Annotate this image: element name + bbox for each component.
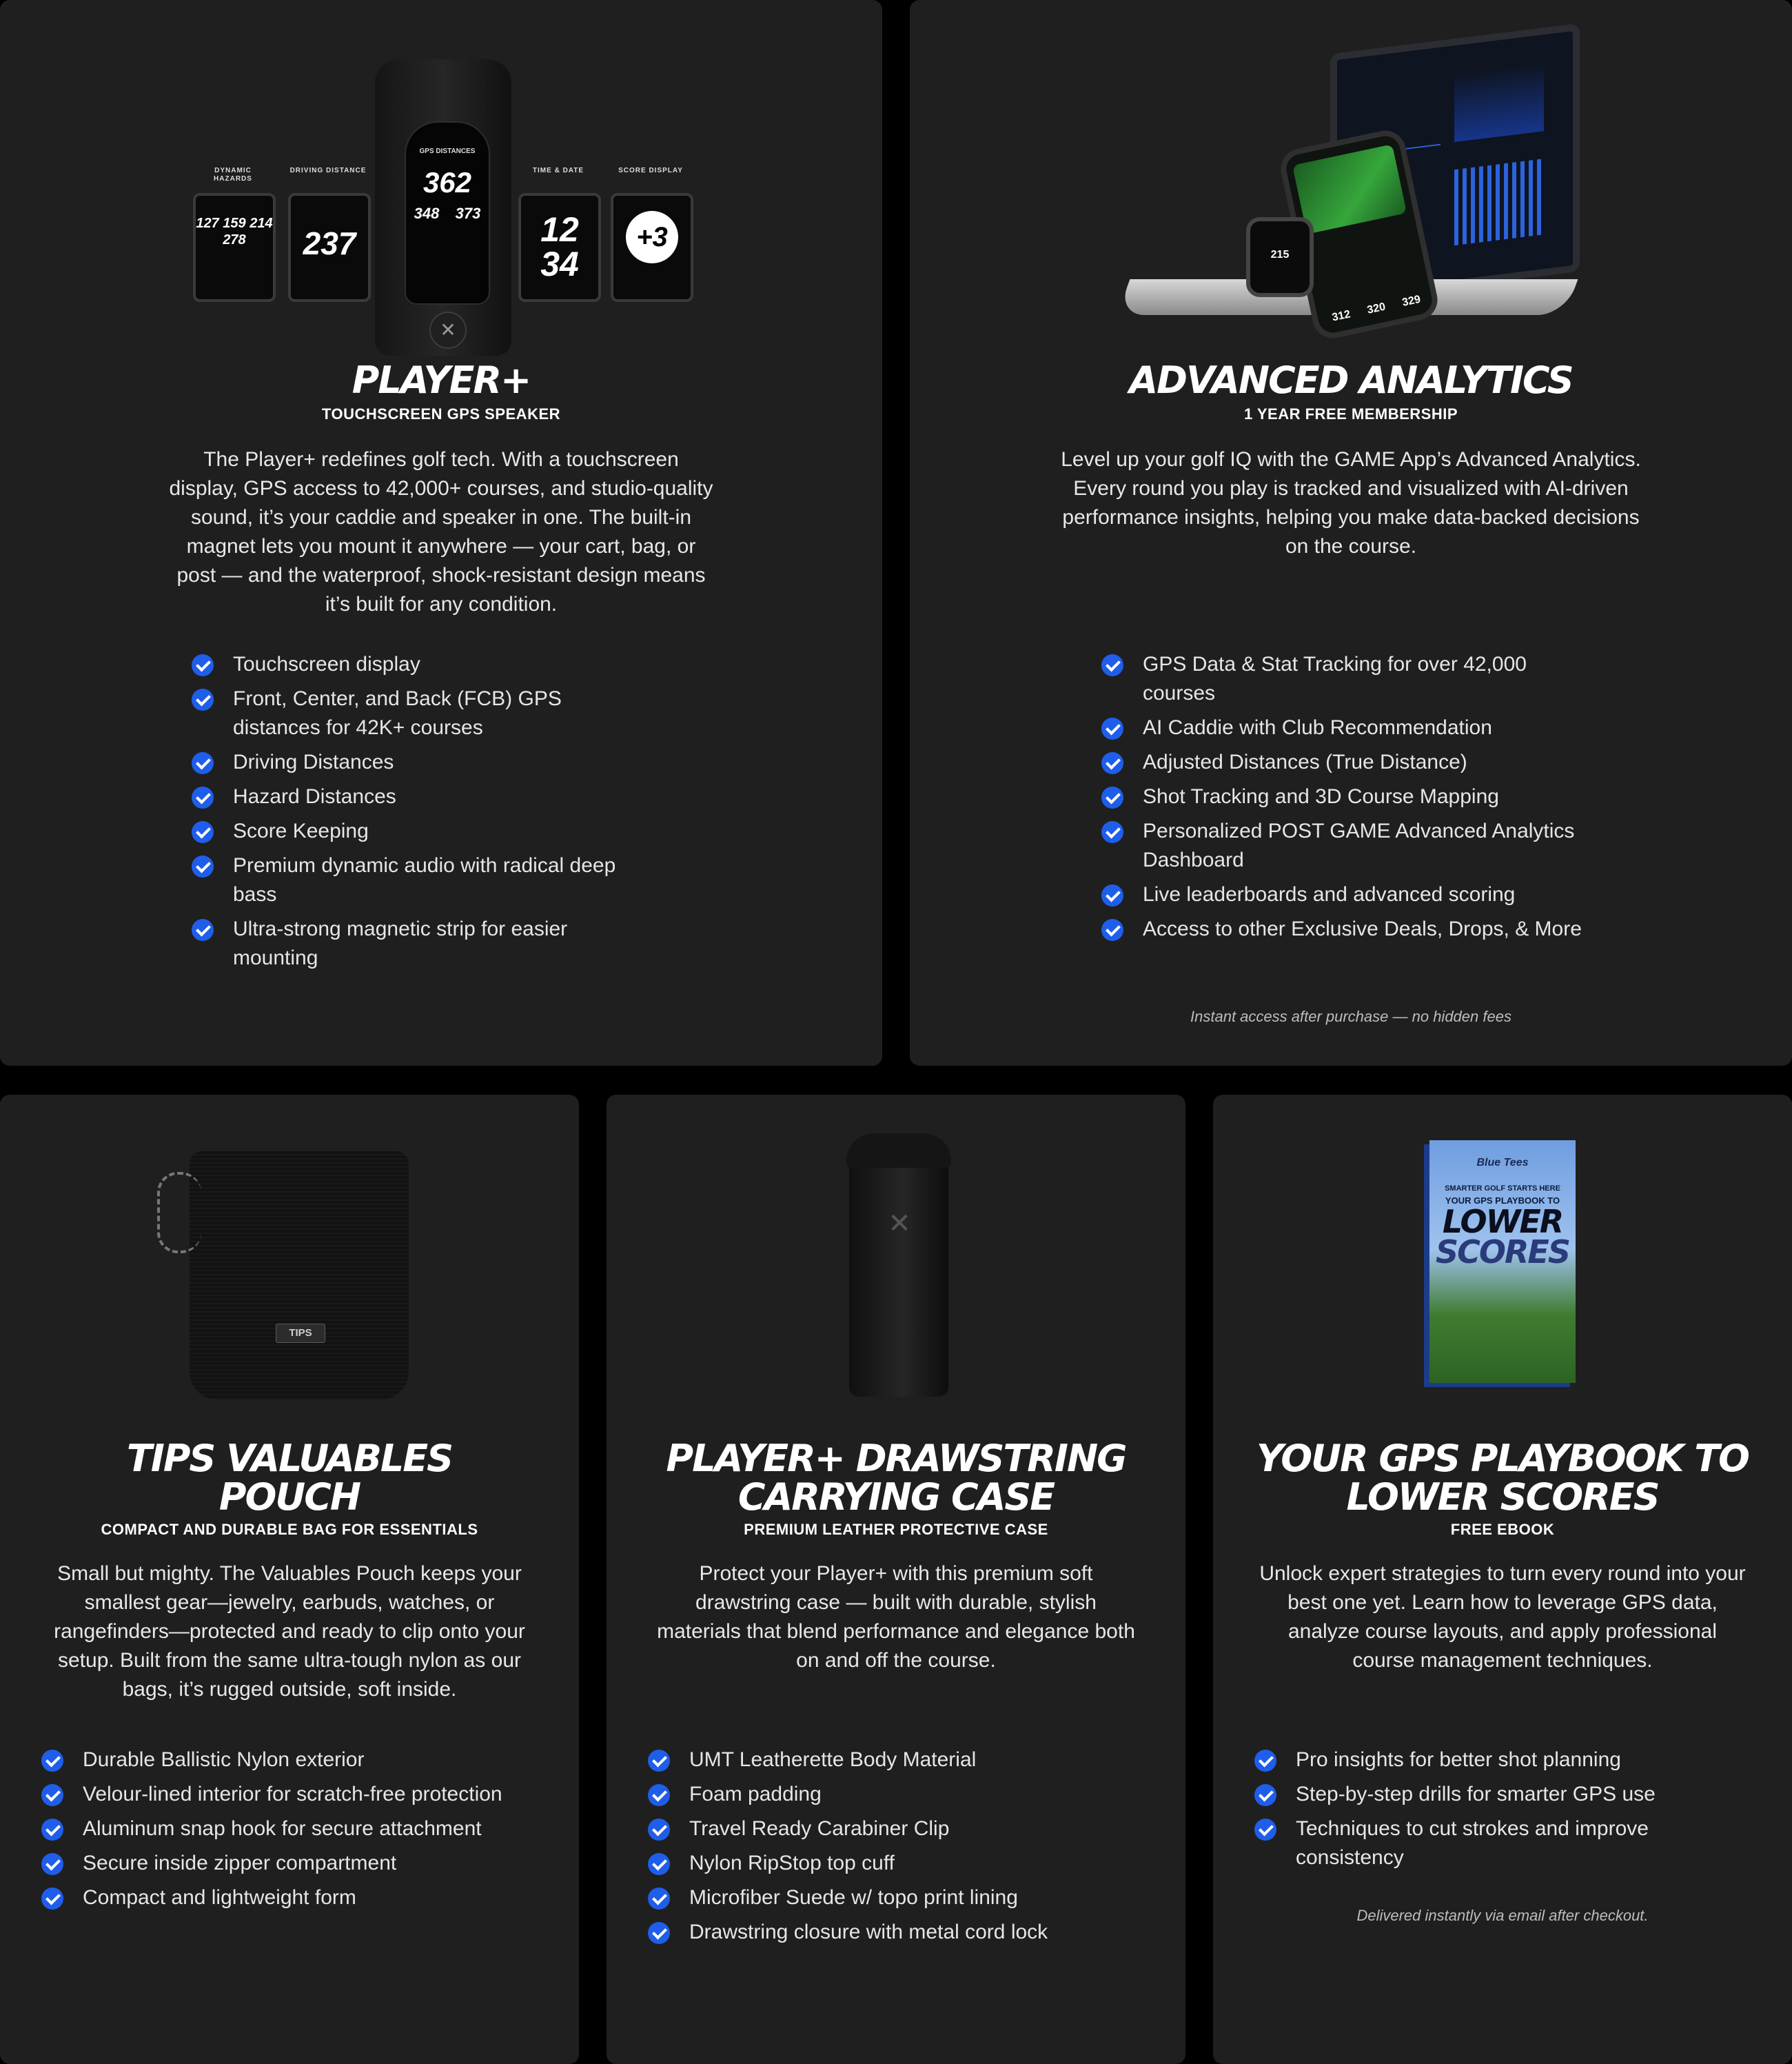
feature-item	[192, 915, 646, 973]
ebook-cover-lower: LOWER	[1442, 1203, 1563, 1240]
check-circle-icon	[192, 787, 214, 809]
ebook-cover-scores: SCORES	[1436, 1233, 1569, 1271]
screen-label-hazards: DYNAMIC HAZARDS	[214, 167, 252, 183]
check-circle-icon	[648, 1750, 670, 1772]
pouch-subtitle: COMPACT AND DURABLE BAG FOR ESSENTIALS	[101, 1521, 478, 1538]
case-logo-icon: ✕	[888, 1208, 911, 1239]
feature-text: Durable Ballistic Nylon exterior	[83, 1748, 365, 1771]
analytics-title: ADVANCED ANALYTICS	[1129, 358, 1573, 402]
feature-item	[192, 851, 646, 909]
feature-text: Score Keeping	[233, 820, 369, 842]
pouch-snap-hook	[157, 1172, 201, 1253]
feature-text: Travel Ready Carabiner Clip	[689, 1817, 950, 1840]
player-subtitle: TOUCHSCREEN GPS SPEAKER	[321, 405, 561, 423]
feature-text: Techniques to cut strokes and improve consistency	[1296, 1817, 1649, 1869]
ebook-subtitle: FREE EBOOK	[1450, 1521, 1555, 1538]
feature-item	[192, 817, 646, 846]
check-circle-icon	[648, 1922, 670, 1944]
check-circle-icon	[1101, 821, 1123, 843]
pouch-description: Small but mighty. The Valuables Pouch keeps your smallest gear—jewelry, earbuds, watches, or rangefinders—protected and ready to clip onto your setup. Built from the same ultra-tough nylon as our bags, it’s rugged outside, soft inside.	[54, 1562, 525, 1701]
check-circle-icon	[41, 1853, 63, 1875]
feature-text: Live leaderboards and advanced scoring	[1143, 883, 1516, 906]
ebook-cover-kicker: YOUR GPS PLAYBOOK TO	[1445, 1195, 1560, 1206]
feature-item	[192, 782, 646, 811]
check-circle-icon	[192, 856, 214, 878]
feature-item	[1101, 748, 1584, 777]
player-description: The Player+ redefines golf tech. With a touchscreen display, GPS access to 42,000+ courses, and studio-quality sound, it’s your caddie and speaker in one. The built-in magnet lets you mount it anywhere — your cart, bag, or post — and the waterproof, shock-resistant design means it’s built for any condition.	[169, 448, 713, 616]
feature-item	[1101, 650, 1584, 708]
check-circle-icon	[1101, 884, 1123, 907]
hazards-screen: 127 159 214 278	[193, 193, 276, 302]
feature-item	[41, 1780, 565, 1809]
smartwatch: 215	[1246, 217, 1314, 297]
check-circle-icon	[192, 752, 214, 774]
feature-item	[648, 1883, 1172, 1912]
carrying-case	[849, 1136, 948, 1397]
case-title-line2: CARRYING CASE	[737, 1475, 1055, 1519]
analytics-subtitle: 1 YEAR FREE MEMBERSHIP	[1243, 405, 1458, 423]
ebook-description: Unlock expert strategies to turn every round into your best one yet. Learn how to leverage GPS data, analyze course layouts, and apply professional course management techniques.	[1259, 1562, 1746, 1672]
feature-text: Hazard Distances	[233, 785, 396, 808]
feature-item	[648, 1918, 1172, 1947]
pouch-feature-list	[41, 1746, 565, 1918]
case-subtitle: PREMIUM LEATHER PROTECTIVE CASE	[744, 1521, 1048, 1538]
feature-item	[41, 1746, 565, 1774]
feature-text: AI Caddie with Club Recommendation	[1143, 716, 1492, 739]
feature-item	[41, 1849, 565, 1878]
check-circle-icon	[648, 1853, 670, 1875]
pouch-title-line2: POUCH	[218, 1475, 360, 1519]
feature-item	[41, 1814, 565, 1843]
player-title: PLAYER+	[352, 358, 531, 402]
phone-app: 312 320 329	[1277, 127, 1441, 342]
feature-item	[648, 1849, 1172, 1878]
player-feature-list	[192, 650, 646, 978]
feature-text: Front, Center, and Back (FCB) GPS distances for 42K+ courses	[233, 687, 562, 739]
ebook-title-line1: YOUR GPS PLAYBOOK TO	[1256, 1437, 1749, 1480]
case-title-line1: PLAYER+ DRAWSTRING	[666, 1437, 1126, 1480]
score-screen: +3	[611, 193, 693, 302]
feature-item	[1101, 714, 1584, 742]
check-circle-icon	[1254, 1750, 1276, 1772]
speaker-logo-button: ✕	[429, 312, 467, 349]
driving-screen: 237	[288, 193, 371, 302]
pouch-title-line1: TIPS VALUABLES	[126, 1437, 453, 1480]
check-circle-icon	[192, 919, 214, 941]
check-circle-icon	[1101, 752, 1123, 774]
ebook-cover-tagline: SMARTER GOLF STARTS HERE	[1445, 1184, 1560, 1193]
time-screen: 12 34	[518, 193, 601, 302]
ebook-note: Delivered instantly via email after checkout.	[1356, 1907, 1649, 1924]
feature-text: Premium dynamic audio with radical deep bass	[233, 854, 616, 906]
check-circle-icon	[1101, 654, 1123, 676]
feature-text: Ultra-strong magnetic strip for easier mounting	[233, 918, 568, 969]
feature-text: Access to other Exclusive Deals, Drops, & More	[1143, 918, 1582, 940]
check-circle-icon	[648, 1784, 670, 1806]
feature-item	[192, 748, 646, 777]
feature-text: Velour-lined interior for scratch-free protection	[83, 1783, 502, 1805]
feature-text: Adjusted Distances (True Distance)	[1143, 751, 1467, 773]
feature-item	[1254, 1780, 1751, 1809]
analytics-feature-list	[1101, 650, 1584, 949]
feature-item	[192, 650, 646, 679]
screen-label-time: TIME & DATE	[532, 167, 584, 174]
check-circle-icon	[1101, 787, 1123, 809]
feature-text: Microfiber Suede w/ topo print lining	[689, 1886, 1018, 1909]
feature-text: Secure inside zipper compartment	[83, 1852, 397, 1874]
feature-text: UMT Leatherette Body Material	[689, 1748, 977, 1771]
case-feature-list	[648, 1746, 1172, 1952]
check-circle-icon	[1101, 718, 1123, 740]
case-cuff	[846, 1133, 951, 1168]
feature-text: Foam padding	[689, 1783, 822, 1805]
feature-item	[1101, 915, 1584, 944]
case-description: Protect your Player+ with this premium soft drawstring case — built with durable, stylish materials that blend performance and elegance both on and off the course.	[657, 1562, 1135, 1672]
feature-item	[41, 1883, 565, 1912]
check-circle-icon	[41, 1819, 63, 1841]
check-circle-icon	[1254, 1784, 1276, 1806]
feature-item	[648, 1746, 1172, 1774]
feature-text: Shot Tracking and 3D Course Mapping	[1143, 785, 1499, 808]
speaker-display: GPS DISTANCES 362 348 373	[405, 121, 490, 305]
check-circle-icon	[1254, 1819, 1276, 1841]
feature-item	[648, 1780, 1172, 1809]
valuables-pouch	[190, 1151, 409, 1399]
check-circle-icon	[648, 1819, 670, 1841]
feature-text: Step-by-step drills for smarter GPS use	[1296, 1783, 1656, 1805]
check-circle-icon	[41, 1784, 63, 1806]
check-circle-icon	[41, 1750, 63, 1772]
feature-item	[1101, 817, 1584, 875]
feature-item	[192, 685, 646, 742]
pouch-brand-label: TIPS	[276, 1324, 325, 1343]
check-circle-icon	[192, 654, 214, 676]
check-circle-icon	[648, 1888, 670, 1910]
feature-item	[1254, 1814, 1751, 1872]
check-circle-icon	[192, 689, 214, 711]
feature-text: Pro insights for better shot planning	[1296, 1748, 1621, 1771]
feature-item	[1101, 880, 1584, 909]
ebook-cover-brand: Blue Tees	[1476, 1157, 1529, 1168]
feature-text: Compact and lightweight form	[83, 1886, 356, 1909]
feature-item	[1254, 1746, 1751, 1774]
check-circle-icon	[192, 821, 214, 843]
feature-text: Personalized POST GAME Advanced Analytics Dashboard	[1143, 820, 1575, 871]
ebook-title-line2: LOWER SCORES	[1346, 1475, 1659, 1519]
feature-text: Drawstring closure with metal cord lock	[689, 1921, 1048, 1943]
feature-text: Nylon RipStop top cuff	[689, 1852, 895, 1874]
check-circle-icon	[1101, 919, 1123, 941]
ebook-feature-list	[1254, 1746, 1751, 1878]
screen-label-score: SCORE DISPLAY	[618, 167, 683, 174]
feature-text: GPS Data & Stat Tracking for over 42,000 courses	[1143, 653, 1527, 705]
feature-text: Touchscreen display	[233, 653, 420, 676]
screen-label-driving: DRIVING DISTANCE	[289, 167, 367, 174]
check-circle-icon	[41, 1888, 63, 1910]
analytics-description: Level up your golf IQ with the GAME App’s Advanced Analytics. Every round you play is tracked and visualized with AI-driven performance insights, helping you make data-backed decisions on the course.	[1061, 448, 1641, 558]
feature-item	[648, 1814, 1172, 1843]
feature-text: Aluminum snap hook for secure attachment	[83, 1817, 482, 1840]
analytics-note: Instant access after purchase — no hidden fees	[1190, 1008, 1511, 1025]
feature-text: Driving Distances	[233, 751, 394, 773]
feature-item	[1101, 782, 1584, 811]
